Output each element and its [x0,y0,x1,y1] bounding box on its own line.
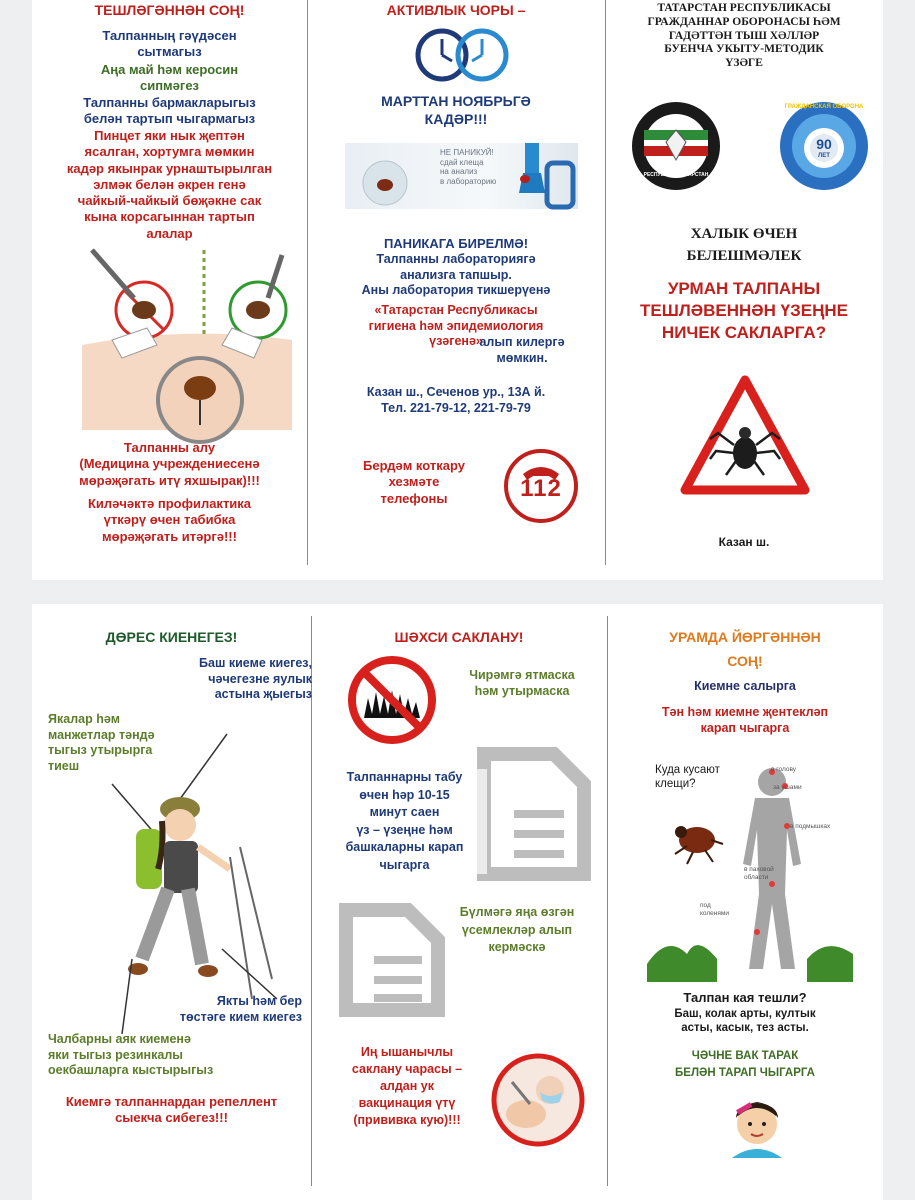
body-label-armpits: в подмышках [790,823,831,830]
tip-inspect: Тән һәм киемне җентекләп карап чыгарга [661,705,829,735]
brochure-page-1 [32,0,883,580]
brochure-page-2 [32,604,883,1200]
tick-removal-illustration [82,250,292,430]
organization-header: ТАТАРСТАН РЕСПУБЛИКАСЫ ГРАЖДАННАР ОБОРОНАСЫ ҺӘМ ГАДӘТТӘН ТЫШ ХӘЛЛӘР БУЕНЧА УКЫТУ-МЕТОДИК ҮЗӘГЕ [647,2,841,70]
clock-infinity-icon [414,25,510,85]
dress-properly-heading: ДӨРЕС КИЕНЕГЕЗ! [105,629,238,645]
tip-no-oil: Аңа май һәм керосин сипмәгез [100,62,239,94]
tick-warning-sign [682,375,808,495]
doctor-note: Киләчәктә профилактика үткәрү өчен табибка мөрәҗәгать итәргә!!! [87,496,252,544]
tip-grass: Чирәмгә ятмаска һәм утырмаска [469,668,575,698]
tip-jacket: Якты һәм бер төстәге кием киегез [179,994,302,1024]
activity-period: МАРТТАН НОЯБРЬГӘ КАДӘР!!! [381,93,531,127]
after-walk-heading: УРАМДА ЙӨРГӘННӘН СОҢ! [669,629,821,669]
removal-caption: Талпанны алу (Медицина учреждениесенә мөрәҗәгать итү яхшырак)!!! [79,440,260,488]
panic-text: Талпанны лабораториягә анализга тапшыр. Аны лаборатория тикшерүенә [361,252,551,298]
emergency-number: 112 [520,475,562,502]
no-lying-on-grass-icon [346,654,438,746]
document-icon [474,754,584,874]
lab-banner-text: НЕ ПАНИКУЙ! сдай клеща на анализ в лабораторию [440,148,497,186]
child-combing-icon [722,1088,792,1158]
brochure-title: УРМАН ТАЛПАНЫ ТЕШЛӘВЕННӘН ҮЗЕҢНЕ НИЧЕК САКЛАРГА? [640,279,848,343]
logo1-text: РЕСПУБЛИКА ТАТАРСТАН [643,172,709,178]
personal-protection-heading: ШӘХСИ САКЛАНУ! [394,629,524,645]
activity-period-heading: АКТИВЛЫК ЧОРЫ – [386,2,526,18]
vaccination-icon [490,1052,586,1148]
hiker-illustration [102,729,302,1009]
tip-no-fingers: Талпанны бармакларыгыз белән тартып чыгармагыз [83,95,256,127]
body-label-ears: за ушами [773,784,802,791]
tip-check: Талпаннарны табу өчен һәр 10-15 минут саен үз – үзеңне һәм башкаларны карап чыгарга [322,769,487,874]
tip-vaccine: Иң ышанычлы саклану чарасы – алдан ук вакцинация үтү (прививка кую)!!! [351,1045,463,1127]
body-diagram-question: Куда кусают клещи? [655,764,720,790]
column-divider [607,616,608,1186]
tip-pants: Чалбарны аяк киеменә яки тыгыз резинкалы оекбашларга кыстырыгыз [48,1032,214,1078]
tip-plants: Бүлмәгә яңа өзгән үсемлекләр алып кермәскә [459,905,575,954]
body-label-knees: под коленями [700,902,730,917]
tip-tweezers: Пинцет яки нык җептән ясалган, хортумга мөмкин кадәр якынрак урнаштырылган элмәк белән әкрен генә чайкый-чайкый бөҗәкне сак кына корсагыннан тартып алалар [66,128,273,241]
logo2-years: 90 [816,136,832,152]
panic-tail: алып килергә мөмкин. [479,335,565,365]
where-ticks-bite-answer: Баш, колак арты, култык асты, касык, тез асты. [674,1008,816,1035]
tip-undress: Киемне салырга [694,679,796,693]
tip-dont-crush: Талпанның гәүдәсен сытмагыз [102,28,237,60]
tagline: ХАЛЫК ӨЧЕН БЕЛЕШМӘЛЕК [686,226,802,264]
emergency-service-label: Бердәм коткару хезмәте телефоны [363,458,465,506]
panic-title: ПАНИКАГА БИРЕЛМӘ! [383,236,529,251]
logo2-sub: ЛЕТ [818,153,830,159]
body-label-head: в голову [771,766,797,773]
tip-hat: Баш киеме киегез, чәчегезне яулык астына җыегыз [199,656,312,702]
after-bite-heading: ТЕШЛӘГӘННӘН СОҢ! [94,2,245,18]
lab-address: Казан ш., Сеченов ур., 13А й. Тел. 221-79-12, 221-79-79 [366,385,546,415]
logo2-text: ГРАЖДАНСКАЯ ОБОРОНА [784,104,864,110]
body-label-groin: в паховой области [744,866,774,881]
institution-name: «Татарстан Республикасы гигиена һәм эпидемиология үзәгенә» [368,303,544,349]
where-ticks-bite-question: Талпан кая тешли? [683,990,807,1005]
document-icon [338,910,438,1010]
tip-collar: Якалар һәм манжетлар тәндә тыгыз утырырга тиеш [48,712,155,773]
tip-comb-hair: ЧӘЧНЕ ВАК ТАРАК БЕЛӘН ТАРАП ЧЫГАРГА [675,1050,815,1079]
tip-repellent: Киемгә талпаннардан репеллент сыекча сибегез!!! [65,1094,278,1126]
city-label: Казан ш. [718,535,770,549]
